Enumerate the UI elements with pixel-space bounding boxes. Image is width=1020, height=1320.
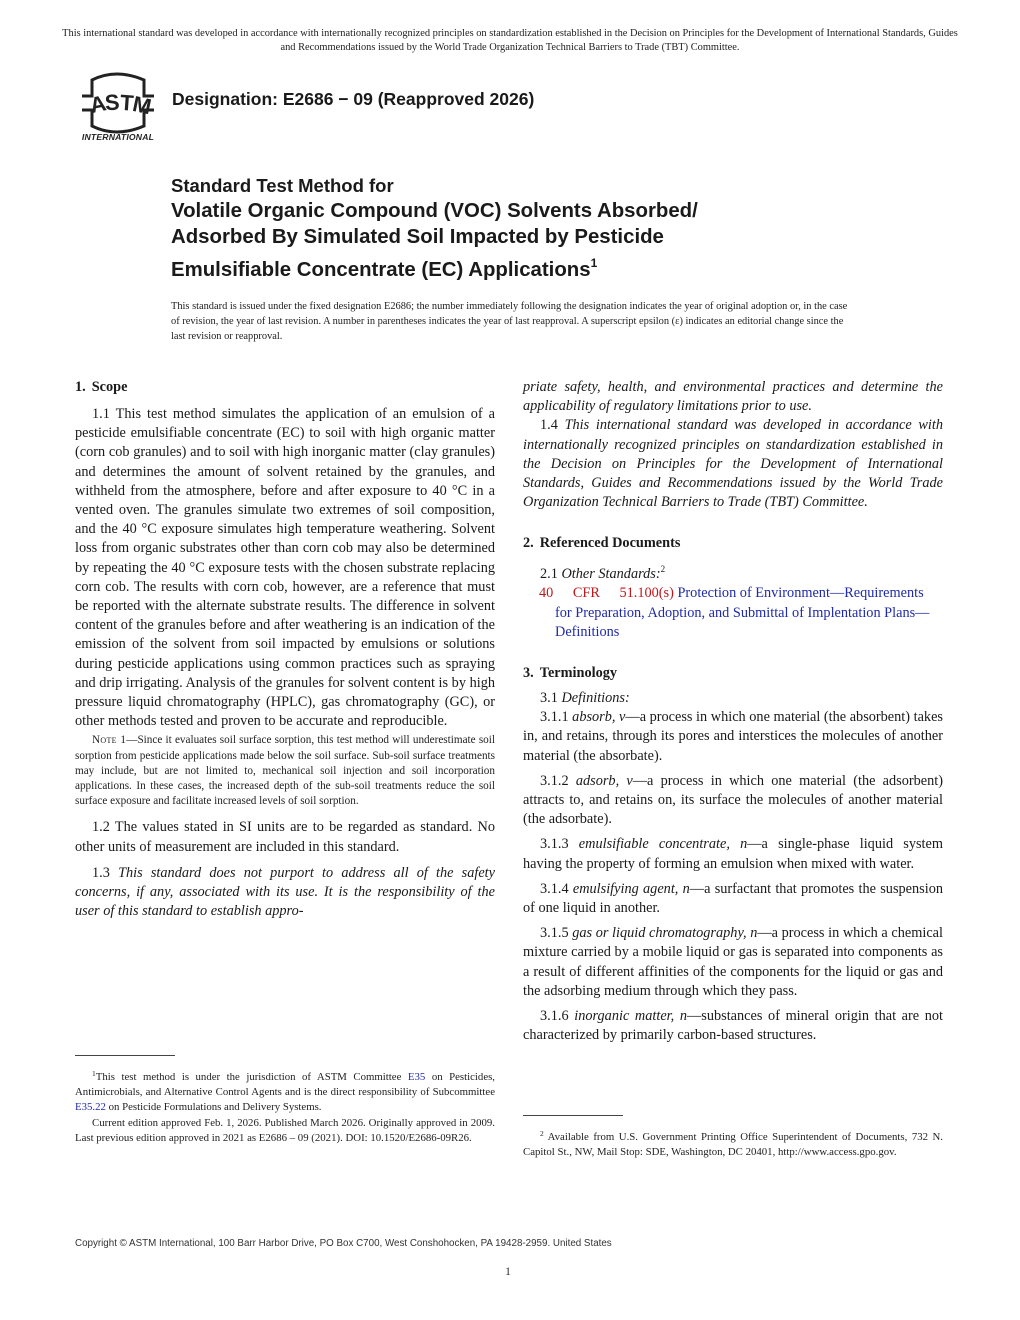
- section-1-heading: [75, 378, 495, 397]
- paragraph-2-1-label: Other Standards:: [561, 566, 661, 583]
- title-line-1: Standard Test Method for: [171, 175, 394, 196]
- paragraph-number: 1.3: [92, 864, 110, 881]
- paragraph-1-2: 1.2 The values stated in SI units are to be regarded as standard. No other units of measurement are included in this standard.: [75, 819, 495, 855]
- section-title: Terminology: [539, 665, 618, 681]
- paragraph-number: 2.1: [540, 566, 558, 583]
- definition-number: 3.1.6: [540, 1008, 569, 1025]
- footnote-2: [523, 1126, 943, 1160]
- document-title: [171, 174, 871, 283]
- paragraph-number: 3.1: [540, 690, 558, 706]
- paragraph-1-3-text: This standard does not purport to address all of the safety concerns, if any, associated with its use. It is the responsibility of the user of this standard to establish appro-: [75, 864, 495, 920]
- right-column: [523, 378, 943, 1045]
- definition-text: —a process in which one material (the absorbent) takes in, and retains, through its pores and interstices the molecules of another material (the absorbate).: [523, 709, 943, 764]
- footnote-marker: 1: [92, 1069, 96, 1078]
- definition-text: —a process in which one material (the adsorbent) attracts to, and retains on, its surface the molecules of another material (the adsorbate).: [523, 772, 944, 828]
- paragraph-1-4: [523, 416, 943, 512]
- paragraph-1-3-cont-text: priate safety, health, and environmental practices and determine the applicability of regulatory limitations prior to use.: [523, 379, 943, 415]
- definition-number: 3.1.1: [540, 709, 569, 726]
- definition-3-1-4: [523, 880, 943, 918]
- definition-number: 3.1.4: [540, 880, 569, 897]
- section-number: 1.: [75, 379, 86, 395]
- definition-number: 3.1.3: [540, 836, 569, 853]
- note-tag: Note 1: [92, 734, 127, 747]
- definition-3-1-5: [523, 924, 943, 1001]
- left-column: [75, 378, 495, 921]
- section-title: Scope: [91, 379, 128, 395]
- reference-code-link[interactable]: 40 CFR 51.100(s): [539, 585, 674, 602]
- paragraph-1-4-text: This international standard was developed in accordance with internationally recognized principles on standardization established in the Decision on Principles for the Development of International Standards, Guides and Recommendations issued by the World Trade Organization Technical Barriers to Trade (TBT) Committee.: [523, 417, 944, 511]
- definition-text: —substances of mineral origin that are not characterized by primarily carbon-based structures.: [523, 1008, 943, 1044]
- top-banner: This international standard was developed in accordance with internationally recognized principles on standardization established in the Decision on Principles for the Development of International Standards, Guides and Recommendations issued by the World Trade Organization Technical Barriers to Trade (TBT) Committee.: [62, 28, 958, 53]
- definition-text: —a single-phase liquid system having the property of forming an emulsion when mixed with water.: [523, 836, 943, 872]
- paragraph-number: 1.4: [540, 417, 558, 434]
- definition-3-1-6: [523, 1007, 943, 1045]
- paragraph-1-1: 1.1 This test method simulates the application of an emulsion of a pesticide emulsifiable concentrate (EC) to soil with high organic matter (corn cob granules) and to soil with high inorganic matter (clay granules) and determines the amount of solvent retained by the granules, and withheld from the atmosphere, before and after exposure to 40 °C in a vented oven. The granules simulate two extremes of soil composition, and the 40 °C exposure simulates high temperature weathering. Solvent loss from organic substrates other than corn cob may also be determined by repeating the 40 °C exposure tests with the chosen substrate replacing corn cob. The results with corn cob, however, are a reference that must be reported with the alternate substrate results. The difference in solvent content of the granules before and after weathering is an indication of the emission of the solvent from soil impacted by emulsions or solutions during pesticide applications using common practices such as spraying and drip irrigating. Analysis of the granules for solvent content is by high pressure liquid chromatography (HPLC), gas chromatography (GC), or other methods tested and proven to be accurate and reproducible.: [75, 406, 495, 730]
- section-number: 3.: [523, 665, 534, 681]
- reference-title-link[interactable]: Protection of Environment—Requirements for Preparation, Adoption, and Submittal of Implentation Plans—Definitions: [555, 585, 930, 640]
- paragraph-3-1: [523, 689, 943, 708]
- logo-international-text: INTERNATIONAL: [81, 132, 155, 142]
- page-number: 1: [505, 1264, 511, 1278]
- title-line-2: Volatile Organic Compound (VOC) Solvents Absorbed/: [171, 200, 698, 222]
- svg-text:A: A: [87, 90, 109, 118]
- paragraph-3-1-label: Definitions:: [561, 690, 630, 706]
- definition-3-1-1: [523, 708, 943, 766]
- paragraph-1-3: [75, 864, 495, 922]
- committee-link[interactable]: E35: [407, 1071, 426, 1083]
- paragraph-1-3-continued: [523, 378, 943, 416]
- definition-3-1-3: [523, 835, 943, 873]
- subcommittee-link[interactable]: E35.22: [75, 1101, 106, 1114]
- footnote-1-text: [75, 1066, 495, 1116]
- definition-3-1-2: [523, 772, 943, 830]
- section-2-heading: [523, 534, 943, 553]
- title-line-3: Adsorbed By Simulated Soil Impacted by Pesticide: [171, 226, 664, 248]
- svg-text:M: M: [130, 91, 154, 120]
- title-footnote-marker: 1: [590, 256, 598, 270]
- footnote-1-part-c: on Pesticide Formulations and Delivery Systems.: [108, 1101, 322, 1114]
- footnote-marker: 2: [540, 1129, 544, 1138]
- svg-text:T: T: [119, 89, 135, 116]
- footnote-2-body: Available from U.S. Government Printing Office Superintendent of Documents, 732 N. Capitol St., NW, Mail Stop: SDE, Washington, DC 20401, http://www.access.gpo.gov.: [523, 1131, 943, 1159]
- footnote-1-edition: Current edition approved Feb. 1, 2026. Published March 2026. Originally approved in 2009. Last previous edition approved in 2021 as E2686 – 09 (2021). DOI: 10.1520/E2686-09R26.: [75, 1116, 495, 1144]
- footnote-1-part-a: This test method is under the jurisdiction of ASTM Committee: [95, 1071, 402, 1083]
- definition-term: inorganic matter, n: [574, 1008, 687, 1025]
- section-3-heading: [523, 664, 943, 683]
- footnote-2-text: [523, 1126, 943, 1160]
- footnote-divider-left: [75, 1055, 175, 1056]
- footnote-divider-right: [523, 1115, 623, 1116]
- footnote-marker: 2: [660, 564, 666, 575]
- definition-term: adsorb, v: [575, 772, 633, 789]
- definition-text: —a surfactant that promotes the suspension of one liquid in another.: [523, 880, 943, 917]
- title-line-4-text: Emulsifiable Concentrate (EC) Applications: [171, 259, 591, 281]
- designation: Designation: E2686 − 09 (Reapproved 2026): [172, 89, 535, 109]
- reference-entry[interactable]: [523, 584, 943, 642]
- paragraph-2-1: [523, 560, 943, 584]
- svg-text:S: S: [104, 89, 121, 116]
- definition-term: gas or liquid chromatography, n: [572, 925, 758, 942]
- copyright: Copyright © ASTM International, 100 Barr Harbor Drive, PO Box C700, West Conshohocken, PA 19428-2959. United States: [75, 1238, 612, 1249]
- section-title: Referenced Documents: [539, 535, 681, 552]
- definition-term: emulsifiable concentrate, n: [578, 836, 748, 853]
- footnote-1: [75, 1066, 495, 1146]
- definition-term: emulsifying agent, n: [572, 880, 690, 897]
- footnote-1-part-b: on Pesticides, Antimicrobials, and Alternative Control Agents and is the direct responsibility of Subcommittee: [75, 1071, 496, 1099]
- note-text: —Since it evaluates soil surface sorption, this test method will underestimate soil sorption from pesticide applications made below the soil surface. Sub-soil surface treatments may include, but are not limited to, mechanical soil injection and soil incorporation applications. In these cases, the increased depth of the sub-soil treatments reduce the soil surface exposure and facilitate increased levels of soil sorption.: [75, 734, 495, 808]
- issued-note: This standard is issued under the fixed designation E2686; the number immediately following the designation indicates the year of original adoption or, in the case of revision, the year of last revision. A number in parentheses indicates the year of last reapproval. A superscript epsilon (ε) indicates an editorial change since the last revision or reapproval.: [171, 301, 848, 343]
- definition-text: —a process in which a chemical mixture carried by a mobile liquid or gas is separated into components as a result of different affinities of the components for the liquid or gas and the adsorbing medium through which they pass.: [523, 925, 943, 999]
- title-line-4: [171, 250, 871, 283]
- definition-number: 3.1.2: [540, 772, 569, 789]
- note-1: [75, 733, 495, 809]
- definition-term: absorb, v: [572, 709, 626, 726]
- definition-number: 3.1.5: [540, 925, 569, 942]
- section-number: 2.: [523, 535, 534, 552]
